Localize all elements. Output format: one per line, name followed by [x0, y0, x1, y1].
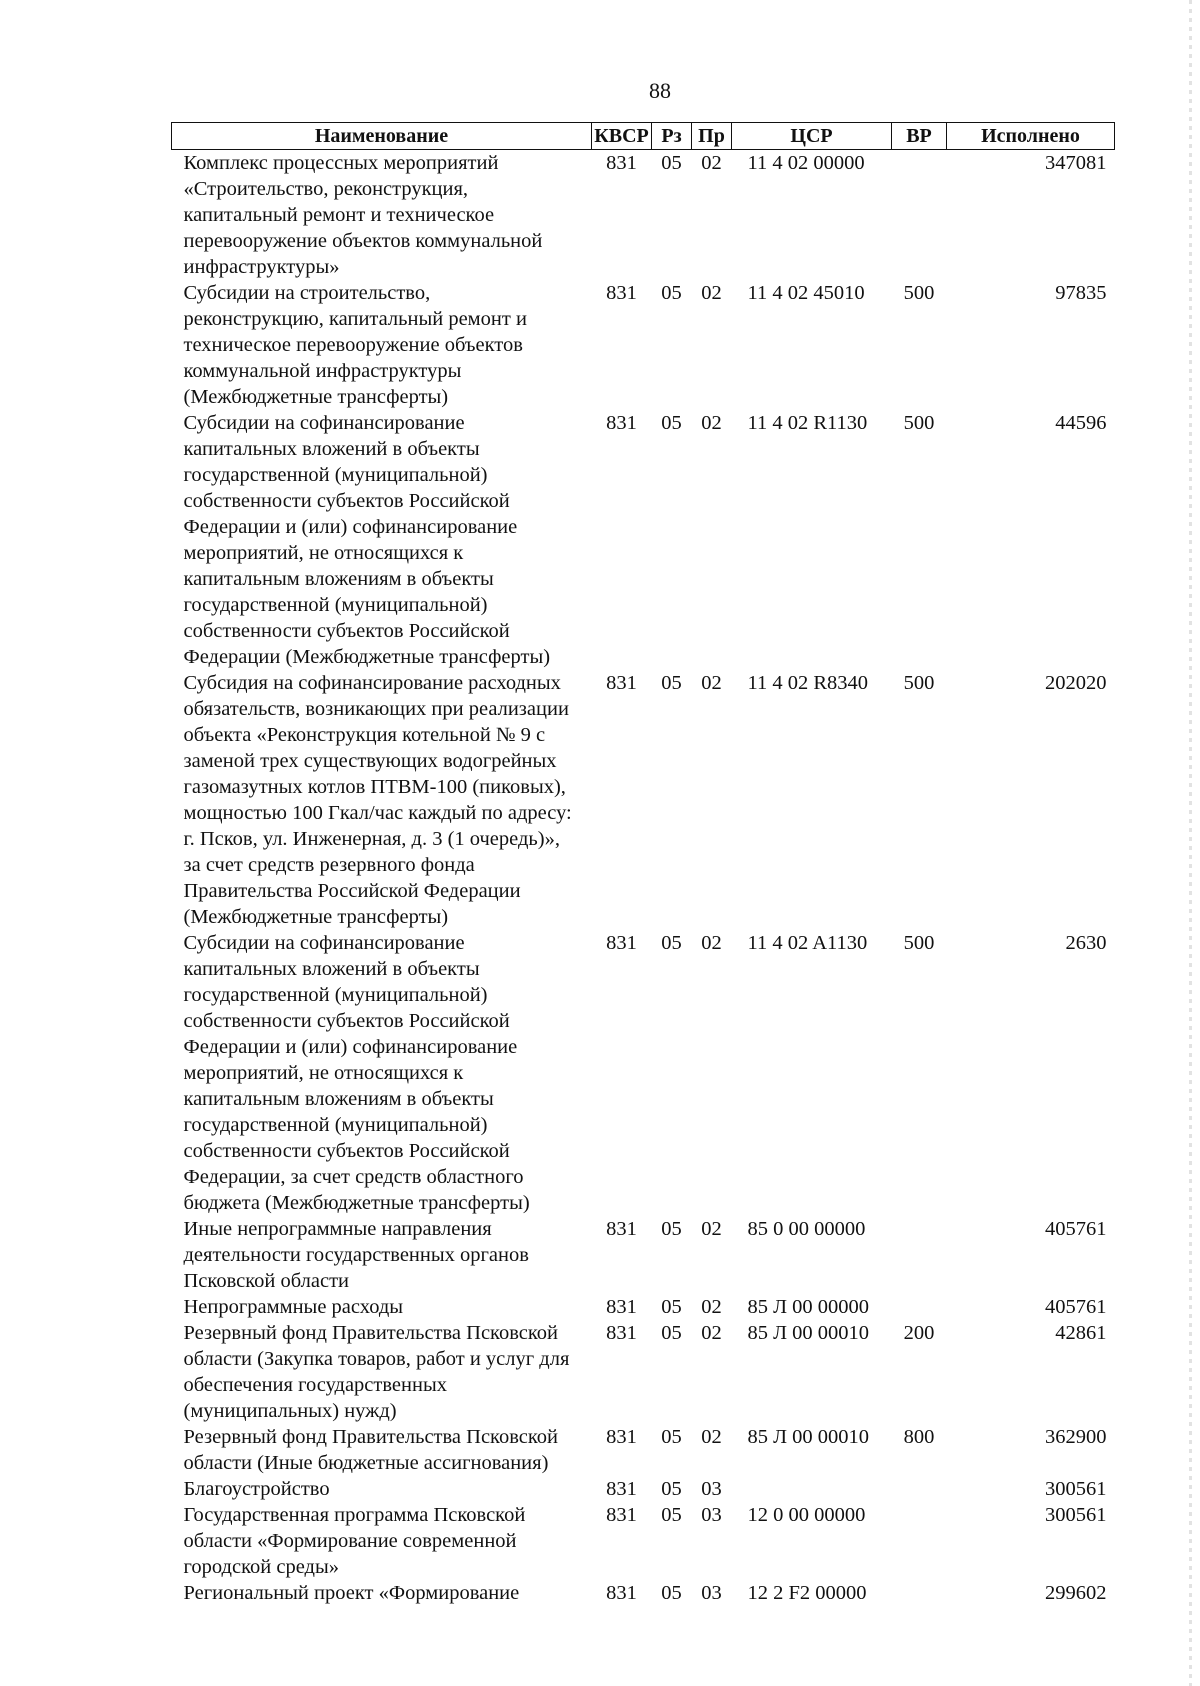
row-pr: 02 — [701, 672, 722, 694]
row-vr: 200 — [903, 1322, 935, 1344]
row-vr — [892, 1580, 947, 1606]
row-pr: 02 — [701, 1426, 722, 1448]
row-kvsr: 831 — [606, 672, 637, 694]
row-executed: 202020 — [1045, 672, 1107, 694]
row-rz: 05 — [661, 1322, 682, 1344]
page-number: 88 — [649, 78, 671, 103]
row-kvsr: 831 — [606, 1582, 637, 1604]
row-executed: 299602 — [1045, 1582, 1107, 1604]
row-name-line: (Межбюджетные трансферты) — [183, 906, 449, 928]
table-body — [172, 150, 1115, 1607]
row-name — [172, 410, 592, 670]
table-row — [172, 1216, 1115, 1294]
row-name-line: собственности субъектов Российской — [183, 1010, 510, 1032]
row-name — [172, 1580, 592, 1606]
row-executed: 97835 — [1055, 282, 1107, 304]
row-kvsr: 831 — [606, 282, 637, 304]
header-name: Наименование — [172, 123, 592, 150]
header-pr: Пр — [692, 123, 732, 150]
row-kvsr: 831 — [606, 152, 637, 174]
row-name — [172, 670, 592, 930]
row-vr — [892, 1294, 947, 1320]
row-name-line: мощностью 100 Гкал/час каждый по адресу: — [183, 802, 572, 824]
row-vr — [892, 1216, 947, 1294]
row-name-line: капитальных вложений в объекты — [183, 438, 480, 460]
row-name-line: капитальным вложениям в объекты — [183, 568, 494, 590]
row-rz: 05 — [661, 1218, 682, 1240]
row-rz: 05 — [661, 1582, 682, 1604]
row-name-line: собственности субъектов Российской — [183, 490, 510, 512]
table-row — [172, 1294, 1115, 1320]
row-executed: 405761 — [1045, 1218, 1107, 1240]
row-csr: 11 4 02 A1130 — [747, 932, 868, 954]
row-name-line: (Межбюджетные трансферты) — [183, 386, 449, 408]
row-name-line: собственности субъектов Российской — [183, 1140, 510, 1162]
row-name — [172, 1476, 592, 1502]
row-name-line: инфраструктуры» — [183, 256, 340, 278]
row-csr: 85 Л 00 00010 — [747, 1426, 870, 1448]
row-name-line: Федерации и (или) софинансирование — [183, 516, 518, 538]
table-row — [172, 1424, 1115, 1476]
row-kvsr: 831 — [606, 412, 637, 434]
row-csr: 11 4 02 R1130 — [747, 412, 868, 434]
row-executed: 44596 — [1055, 412, 1107, 434]
row-kvsr: 831 — [606, 1322, 637, 1344]
table-row — [172, 670, 1115, 930]
header-kvsr: КВСР — [592, 123, 652, 150]
row-pr: 02 — [701, 412, 722, 434]
row-rz: 05 — [661, 1426, 682, 1448]
scan-edge-artifact — [1189, 0, 1192, 1686]
row-name — [172, 930, 592, 1216]
row-name-line: мероприятий, не относящихся к — [183, 1062, 464, 1084]
table-row — [172, 410, 1115, 670]
row-name-line: капитальных вложений в объекты — [183, 958, 480, 980]
row-name-line: Федерации и (или) софинансирование — [183, 1036, 518, 1058]
row-name-line: г. Псков, ул. Инженерная, д. 3 (1 очередь)», — [183, 828, 560, 850]
row-csr: 11 4 02 R8340 — [747, 672, 869, 694]
row-executed: 347081 — [1045, 152, 1107, 174]
row-csr — [732, 1476, 892, 1502]
table-header — [172, 123, 1115, 150]
row-name-line: Благоустройство — [183, 1478, 330, 1500]
row-rz: 05 — [661, 1478, 682, 1500]
row-csr: 85 0 00 00000 — [747, 1218, 866, 1240]
row-executed: 42861 — [1055, 1322, 1107, 1344]
row-rz: 05 — [661, 412, 682, 434]
row-name-line: заменой трех существующих водогрейных — [183, 750, 557, 772]
row-name-line: Федерации (Межбюджетные трансферты) — [183, 646, 551, 668]
row-name-line: Резервный фонд Правительства Псковской — [183, 1426, 559, 1448]
row-pr: 03 — [701, 1478, 722, 1500]
row-pr: 02 — [701, 1218, 722, 1240]
row-pr: 02 — [701, 282, 722, 304]
row-name — [172, 1216, 592, 1294]
row-name-line: государственной (муниципальной) — [183, 594, 488, 616]
row-name-line: обязательств, возникающих при реализации — [183, 698, 569, 720]
table-row — [172, 1320, 1115, 1424]
row-rz: 05 — [661, 152, 682, 174]
row-name-line: Федерации, за счет средств областного — [183, 1166, 524, 1188]
row-name-line: Субсидии на софинансирование — [183, 932, 465, 954]
row-csr: 11 4 02 45010 — [747, 282, 865, 304]
row-name-line: за счет средств резервного фонда — [183, 854, 475, 876]
table-row — [172, 1580, 1115, 1606]
row-name-line: Правительства Российской Федерации — [183, 880, 521, 902]
row-kvsr: 831 — [606, 1296, 637, 1318]
row-name-line: собственности субъектов Российской — [183, 620, 510, 642]
row-name-line: перевооружение объектов коммунальной — [183, 230, 543, 252]
row-name-line: Субсидия на софинансирование расходных — [183, 672, 561, 694]
row-name-line: области (Иные бюджетные ассигнования) — [183, 1452, 549, 1474]
row-name-line: государственной (муниципальной) — [183, 1114, 488, 1136]
row-pr: 02 — [701, 1322, 722, 1344]
row-executed: 300561 — [1045, 1504, 1107, 1526]
row-name-line: Субсидии на софинансирование — [183, 412, 465, 434]
row-name-line: городской среды» — [183, 1556, 339, 1578]
row-kvsr: 831 — [606, 1504, 637, 1526]
row-name-line: мероприятий, не относящихся к — [183, 542, 464, 564]
row-name-line: Региональный проект «Формирование — [183, 1582, 520, 1604]
row-rz: 05 — [661, 1504, 682, 1526]
row-name — [172, 1502, 592, 1580]
row-vr: 500 — [903, 672, 935, 694]
row-csr: 12 2 F2 00000 — [747, 1582, 867, 1604]
row-kvsr: 831 — [606, 932, 637, 954]
row-name-line: области (Закупка товаров, работ и услуг для — [183, 1348, 570, 1370]
row-name-line: Псковской области — [183, 1270, 350, 1292]
row-kvsr: 831 — [606, 1478, 637, 1500]
row-pr: 03 — [701, 1504, 722, 1526]
row-name — [172, 1320, 592, 1424]
header-executed: Исполнено — [947, 123, 1115, 150]
row-csr: 12 0 00 00000 — [747, 1504, 866, 1526]
row-rz: 05 — [661, 282, 682, 304]
row-name-line: Государственная программа Псковской — [183, 1504, 526, 1526]
row-name-line: Резервный фонд Правительства Псковской — [183, 1322, 559, 1344]
row-name-line: Иные непрограммные направления — [183, 1218, 492, 1240]
row-name-line: Комплекс процессных мероприятий — [183, 152, 499, 174]
row-pr: 02 — [701, 932, 722, 954]
row-name-line: газомазутных котлов ПТВМ-100 (пиковых), — [183, 776, 566, 798]
row-name-line: бюджета (Межбюджетные трансферты) — [183, 1192, 530, 1214]
row-name-line: «Строительство, реконструкция, — [183, 178, 469, 200]
row-pr: 02 — [701, 1296, 722, 1318]
row-name-line: Субсидии на строительство, — [183, 282, 431, 304]
row-name — [172, 1424, 592, 1476]
row-name-line: области «Формирование современной — [183, 1530, 517, 1552]
table-row — [172, 1502, 1115, 1580]
row-executed: 300561 — [1045, 1478, 1107, 1500]
table-row — [172, 150, 1115, 281]
row-name-line: объекта «Реконструкция котельной № 9 с — [183, 724, 546, 746]
header-vr: ВР — [892, 123, 947, 150]
table-row — [172, 280, 1115, 410]
row-name-line: реконструкцию, капитальный ремонт и — [183, 308, 527, 330]
row-pr: 02 — [701, 152, 722, 174]
row-vr — [892, 1502, 947, 1580]
row-name-line: деятельности государственных органов — [183, 1244, 529, 1266]
row-vr: 500 — [903, 932, 935, 954]
row-name-line: коммунальной инфраструктуры — [183, 360, 462, 382]
row-csr: 85 Л 00 00010 — [747, 1322, 870, 1344]
row-vr: 500 — [903, 282, 935, 304]
row-name-line: капитальным вложениям в объекты — [183, 1088, 494, 1110]
row-vr — [892, 1476, 947, 1502]
row-rz: 05 — [661, 1296, 682, 1318]
budget-table — [171, 122, 1115, 1606]
row-pr: 03 — [701, 1582, 722, 1604]
row-name — [172, 1294, 592, 1320]
row-name-line: Непрограммные расходы — [183, 1296, 404, 1318]
row-csr: 11 4 02 00000 — [747, 152, 865, 174]
table-row — [172, 1476, 1115, 1502]
table-row — [172, 930, 1115, 1216]
row-executed: 405761 — [1045, 1296, 1107, 1318]
row-executed: 2630 — [1065, 932, 1107, 954]
row-name — [172, 150, 592, 281]
row-name-line: обеспечения государственных — [183, 1374, 447, 1396]
row-vr: 500 — [903, 412, 935, 434]
row-name-line: капитальный ремонт и техническое — [183, 204, 495, 226]
row-name-line: государственной (муниципальной) — [183, 464, 488, 486]
row-csr: 85 Л 00 00000 — [747, 1296, 870, 1318]
row-name-line: (муниципальных) нужд) — [183, 1400, 397, 1422]
row-name-line: техническое перевооружение объектов — [183, 334, 523, 356]
row-rz: 05 — [661, 932, 682, 954]
row-vr: 800 — [903, 1426, 935, 1448]
row-name — [172, 280, 592, 410]
row-vr — [892, 150, 947, 281]
row-kvsr: 831 — [606, 1218, 637, 1240]
header-csr: ЦСР — [732, 123, 892, 150]
header-rz: Рз — [652, 123, 692, 150]
row-executed: 362900 — [1045, 1426, 1107, 1448]
row-name-line: государственной (муниципальной) — [183, 984, 488, 1006]
row-rz: 05 — [661, 672, 682, 694]
row-kvsr: 831 — [606, 1426, 637, 1448]
